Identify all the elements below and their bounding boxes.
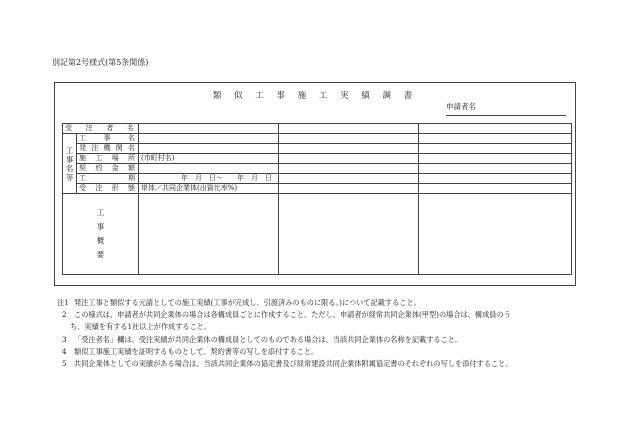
period-cell-1[interactable]: 年 月 日～ 年 月 日 bbox=[139, 174, 279, 184]
note-number: 注1 bbox=[57, 298, 69, 307]
table-row bbox=[63, 134, 572, 144]
note-item bbox=[58, 334, 578, 346]
ordering-agency-cell-2[interactable] bbox=[279, 144, 419, 154]
work-name-cell-1[interactable] bbox=[139, 134, 279, 144]
row-label-ordering-agency: 発注機関名 bbox=[77, 144, 139, 154]
table-row bbox=[63, 144, 572, 154]
work-summary-cell-3[interactable] bbox=[419, 194, 572, 275]
applicant-label: 申請者名 bbox=[446, 102, 476, 111]
row-label-location: 施 工 場 所 bbox=[77, 154, 139, 164]
table-row bbox=[63, 154, 572, 164]
work-summary-label: 工 事 概 要 bbox=[63, 194, 139, 275]
note-item bbox=[58, 346, 578, 358]
location-cell-1[interactable]: (市町村名) bbox=[139, 154, 279, 164]
order-type-cell-1[interactable]: 単体／共同企業体(出資比率%) bbox=[139, 184, 279, 194]
work-name-side-label: 工 事 名 等 bbox=[63, 134, 77, 194]
orderer-cell-2[interactable] bbox=[279, 124, 419, 134]
work-summary-cell-2[interactable] bbox=[279, 194, 419, 275]
ordering-agency-cell-1[interactable] bbox=[139, 144, 279, 154]
note-text: この様式は、申請者が共同企業体の場合は各構成員ごとに作成すること。ただし、申請者が経常共同企業体(甲型)の場合は、構成員のう bbox=[74, 310, 511, 320]
work-name-cell-2[interactable] bbox=[279, 134, 419, 144]
note-number: 5 bbox=[62, 359, 67, 369]
row-label-contract-amount: 契 約 金 額 bbox=[77, 164, 139, 174]
note-text: 発注工事と類似する元請としての施工実績(工事が完成し、引渡済みのものに限る。)について記載すること。 bbox=[74, 298, 421, 307]
order-type-cell-3[interactable] bbox=[419, 184, 572, 194]
note-item-continuation bbox=[58, 321, 578, 333]
form-frame bbox=[54, 82, 576, 286]
work-summary-cell-1[interactable] bbox=[139, 194, 279, 275]
location-cell-3[interactable] bbox=[419, 154, 572, 164]
orderer-cell-1[interactable] bbox=[139, 124, 279, 134]
contract-amount-cell-1[interactable] bbox=[139, 164, 279, 174]
row-label-order-type: 受 注 形 態 bbox=[77, 184, 139, 194]
contract-amount-cell-2[interactable] bbox=[279, 164, 419, 174]
contract-amount-cell-3[interactable] bbox=[419, 164, 572, 174]
table-row bbox=[63, 184, 572, 194]
orderer-cell-3[interactable] bbox=[419, 124, 572, 134]
orderer-label: 受 注 者 名 bbox=[63, 124, 139, 134]
note-text-continuation: ち、実績を有する1社以上が作成すること。 bbox=[70, 322, 212, 332]
form-title: 類 似 工 事 施 工 実 績 調 書 bbox=[212, 91, 418, 101]
table-row bbox=[63, 164, 572, 174]
period-cell-3[interactable] bbox=[419, 174, 572, 184]
table-row bbox=[63, 174, 572, 184]
form-caption: 別記第2号様式(第5条関係) bbox=[52, 58, 149, 67]
performance-table bbox=[62, 123, 572, 275]
row-label-work-name: 工 事 名 bbox=[77, 134, 139, 144]
note-number: 4 bbox=[62, 346, 67, 356]
note-number: 3 bbox=[62, 334, 67, 344]
applicant-signature-line bbox=[446, 115, 566, 116]
location-cell-2[interactable] bbox=[279, 154, 419, 164]
orderer-row bbox=[63, 124, 572, 134]
note-item bbox=[58, 309, 578, 321]
note-item bbox=[58, 297, 578, 309]
row-label-period: 工 期 bbox=[77, 174, 139, 184]
note-text: 共同企業体としての実績がある場合は、当該共同企業体の協定書及び経常建設共同企業体附属協定書のそれぞれの写しを添付すること。 bbox=[74, 359, 513, 369]
note-number: 2 bbox=[62, 310, 67, 320]
notes-section bbox=[58, 297, 578, 370]
note-text: 類似工事施工実績を証明するものとして、契約書等の写しを添付すること。 bbox=[74, 346, 319, 356]
note-text: 「受注者名」欄は、受注実績が共同企業体の構成員としてのものである場合は、当該共同企業体の名称を記載すること。 bbox=[74, 334, 463, 344]
ordering-agency-cell-3[interactable] bbox=[419, 144, 572, 154]
summary-row bbox=[63, 194, 572, 275]
work-name-cell-3[interactable] bbox=[419, 134, 572, 144]
note-item bbox=[58, 358, 578, 370]
period-cell-2[interactable] bbox=[279, 174, 419, 184]
order-type-cell-2[interactable] bbox=[279, 184, 419, 194]
